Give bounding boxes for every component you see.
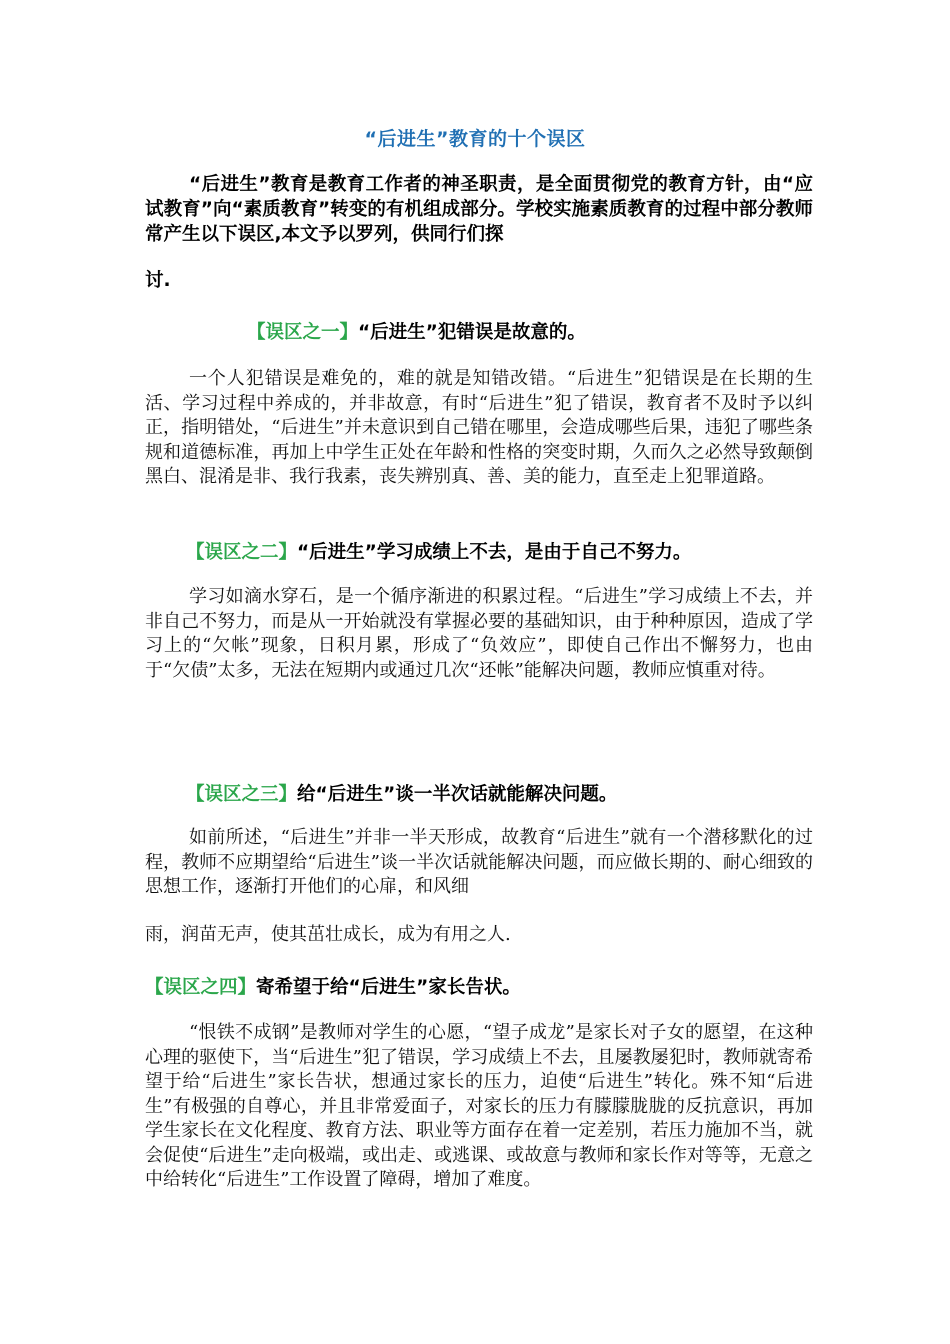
section-heading-4 [145,973,521,999]
section-body-2: 学习如滴水穿石，是一个循序渐进的积累过程。“后进生”学习成绩上不去，并非自己不努力，而是从一开始就没有掌握必要的基础知识，由于种种原因，造成了学习上的“欠帐”现象，日积月累，形成了“负效应”，即使自己作出不懈努力，也由于“欠债”太多，无法在短期内或通过几次“还帐”能解决问题，教师应慎重对待。 [145,586,813,681]
section-body-3-tail: 雨，润苗无声，使其茁壮成长，成为有用之人. [145,924,511,945]
intro-paragraph: “后进生”教育是教育工作者的神圣职责，是全面贯彻党的教育方针，由“应试教育”向“素质教育”转变的有机组成部分。学校实施素质教育的过程中部分教师常产生以下误区,本文予以罗列，供同行们探 [145,174,813,245]
document-title: “后进生”教育的十个误区 [364,128,586,150]
section-heading-2 [186,538,691,564]
section-tag-3: 【误区之三】 [186,784,298,805]
section-body-1: 一个人犯错误是难免的，难的就是知错改错。“后进生”犯错误是在长期的生活、学习过程中养成的，并非故意，有时“后进生”犯了错误，教育者不及时予以纠正，指明错处，“后进生”并未意识到自己错在哪里，会造成哪些后果，违犯了哪些条规和道德标准，再加上中学生正处在年龄和性格的突变时期，久而久之必然导致颠倒黑白、混淆是非、我行我素，丧失辨别真、善、美的能力，直至走上犯罪道路。 [145,368,813,487]
section-heading-text-4: 寄希望于给“后进生”家长告状。 [256,977,521,998]
section-tag-4: 【误区之四】 [145,977,257,998]
section-tag-1: 【误区之一】 [247,322,359,343]
section-heading-text-2: “后进生”学习成绩上不去，是由于自己不努力。 [297,542,692,563]
section-body-4: “恨铁不成钢”是教师对学生的心愿，“望子成龙”是家长对子女的愿望，在这种心理的驱使下，当“后进生”犯了错误，学习成绩上不去，且屡教屡犯时，教师就寄希望于给“后进生”家长告状，想通过家长的压力，迫使“后进生”转化。殊不知“后进生”有极强的自尊心，并且非常爱面子，对家长的压力有朦朦胧胧的反抗意识，再加学生家长在文化程度、教育方法、职业等方面存在着一定差别，若压力施加不当，就会促使“后进生”走向极端，或出走、或逃课、或故意与教师和家长作对等等，无意之中给转化“后进生”工作设置了障碍，增加了难度。 [145,1022,813,1190]
section-heading-3 [186,780,617,806]
section-heading-text-3: 给“后进生”谈一半次话就能解决问题。 [297,784,618,805]
section-tag-2: 【误区之二】 [186,542,298,563]
section-heading-1 [247,318,586,344]
section-heading-text-1: “后进生”犯错误是故意的。 [358,322,586,343]
intro-paragraph-tail: 讨. [145,270,171,291]
section-body-3: 如前所述，“后进生”并非一半天形成，故教育“后进生”就有一个潜移默化的过程，教师不应期望给“后进生”谈一半次话就能解决问题，而应做长期的、耐心细致的思想工作，逐渐打开他们的心扉，和风细 [145,827,813,897]
